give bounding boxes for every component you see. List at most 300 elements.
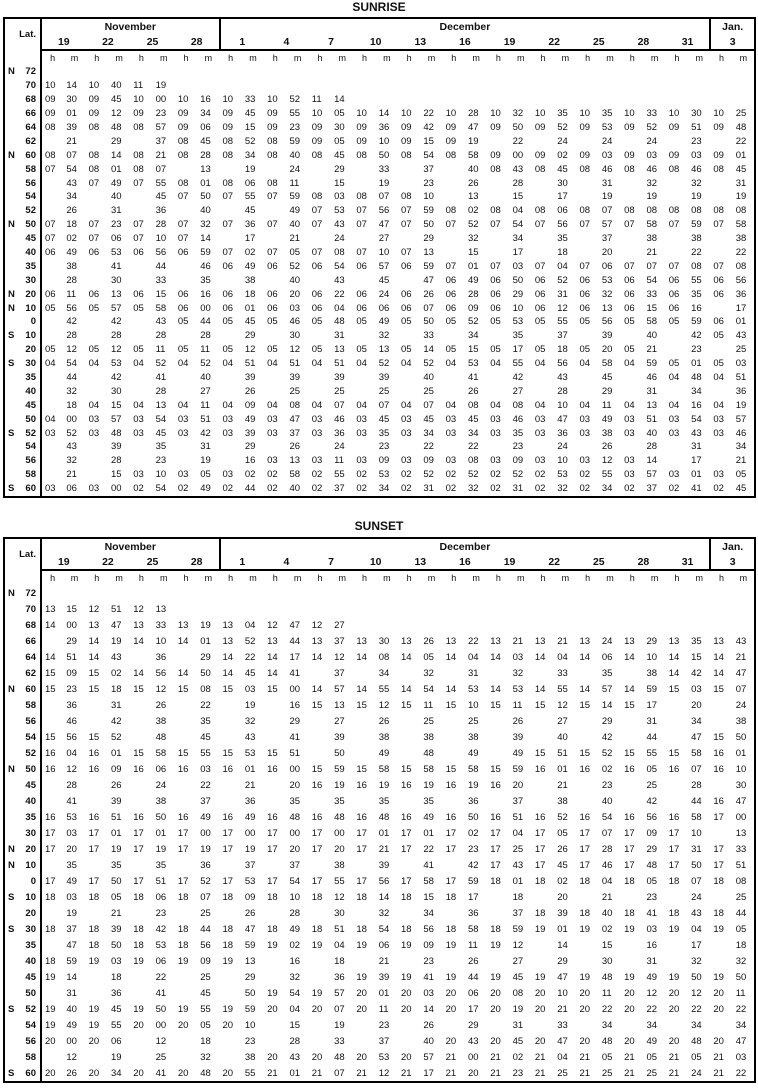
minutes-cell: 04 — [334, 302, 345, 314]
hours-cell — [710, 93, 732, 107]
minutes-cell: 46 — [601, 163, 613, 175]
latitude-cell — [4, 889, 41, 905]
hours-cell: 18 — [624, 875, 635, 887]
hours-cell: 08 — [668, 163, 680, 175]
minutes-cell: 55 — [155, 177, 167, 189]
minutes-cell: 03 — [646, 149, 658, 161]
hours-cell: 18 — [713, 875, 724, 887]
hours-cell: 08 — [133, 149, 144, 161]
minutes-cell: 54 — [155, 413, 167, 425]
minutes-cell: 49 — [646, 1035, 658, 1047]
hours-cell: 19 — [88, 1003, 100, 1015]
minutes-cell: 31 — [66, 987, 77, 999]
minutes-cell: 45 — [423, 413, 434, 425]
minutes-cell: 25 — [334, 385, 345, 397]
latitude-cell — [4, 259, 41, 273]
minutes-cell: 52 — [423, 469, 434, 481]
minutes-cell: 39 — [110, 923, 122, 935]
minutes-cell — [420, 601, 442, 617]
hours-cell: 14 — [222, 651, 234, 663]
minutes-cell: 35 — [155, 859, 167, 871]
hours-cell: 14 — [222, 667, 234, 679]
hours-label: h — [585, 53, 591, 63]
hours-cell — [175, 204, 197, 218]
hours-cell: 05 — [668, 358, 680, 370]
minutes-cell: 35 — [289, 795, 301, 807]
minutes-cell: 10 — [155, 469, 167, 481]
minutes-cell: 51 — [289, 747, 301, 759]
hemisphere-label: N — [8, 763, 15, 775]
minutes-cell: 50 — [200, 191, 211, 203]
minutes-cell: 01 — [378, 827, 390, 839]
hours-cell — [443, 793, 465, 809]
hours-cell: 03 — [267, 427, 278, 439]
table-row — [4, 482, 755, 497]
hours-cell: 18 — [133, 923, 144, 935]
hours-cell: 07 — [668, 260, 680, 272]
hours-cell: 08 — [177, 177, 189, 189]
hours-cell: 13 — [445, 635, 457, 647]
minutes-cell: 55 — [244, 1067, 256, 1079]
hours-cell — [621, 93, 643, 107]
latitude-cell — [4, 793, 41, 809]
minutes-cell: 17 — [735, 302, 747, 314]
hours-cell: 06 — [356, 288, 367, 300]
hours-label: h — [629, 573, 635, 583]
hours-cell: 05 — [267, 316, 278, 328]
minutes-cell: 04 — [467, 651, 479, 663]
hours-cell — [175, 162, 197, 176]
hours-cell: 07 — [445, 219, 457, 231]
hours-cell: 04 — [624, 358, 635, 370]
minutes-cell: 33 — [378, 163, 390, 175]
minutes-cell: 28 — [601, 843, 613, 855]
minutes-cell: 37 — [244, 859, 256, 871]
minutes-cell: 40 — [289, 274, 301, 286]
latitude-cell — [4, 301, 41, 315]
hours-cell: 05 — [624, 316, 635, 328]
hours-cell: 17 — [401, 827, 412, 839]
hours-cell: 07 — [133, 219, 144, 231]
minutes-cell: 49 — [244, 413, 256, 425]
hours-cell — [264, 857, 286, 873]
minutes-cell: 22 — [155, 971, 167, 983]
minutes-cell — [286, 65, 308, 79]
hours-cell — [532, 246, 554, 260]
minutes-cell: 13 — [646, 399, 658, 411]
hours-cell: 19 — [45, 1019, 56, 1031]
latitude-value: 30 — [25, 923, 36, 935]
minutes-cell: 24 — [601, 635, 613, 647]
hours-cell: 03 — [579, 455, 591, 467]
hours-cell: 14 — [177, 667, 189, 679]
minutes-cell: 21 — [557, 1003, 568, 1015]
minutes-cell: 19 — [244, 163, 256, 175]
hours-cell — [398, 1033, 420, 1049]
hours-cell — [41, 857, 63, 873]
hours-cell — [443, 713, 465, 729]
minutes-cell: 05 — [601, 1051, 613, 1063]
hours-cell: 05 — [445, 316, 457, 328]
hours-cell: 16 — [579, 811, 591, 823]
hours-cell — [710, 697, 732, 713]
minutes-cell: 43 — [244, 731, 256, 743]
hours-cell: 03 — [579, 413, 591, 425]
minutes-cell: 00 — [110, 483, 122, 495]
minutes-cell: 38 — [423, 731, 434, 743]
minutes-cell: 26 — [601, 441, 613, 453]
minutes-cell — [510, 585, 532, 601]
minutes-label: m — [561, 53, 570, 63]
hours-cell — [487, 601, 509, 617]
minutes-cell: 00 — [512, 149, 524, 161]
minutes-cell: 21 — [289, 233, 301, 245]
minutes-cell: 08 — [289, 399, 301, 411]
hours-cell: 18 — [311, 891, 323, 903]
hours-cell — [309, 857, 331, 873]
hours-cell — [710, 343, 732, 357]
minutes-cell — [376, 585, 398, 601]
hours-cell — [309, 601, 331, 617]
hours-cell: 13 — [624, 635, 635, 647]
minutes-cell: 31 — [467, 667, 479, 679]
minutes-cell: 34 — [691, 385, 702, 397]
hours-cell — [443, 93, 465, 107]
minutes-cell — [733, 585, 755, 601]
hours-cell: 04 — [490, 399, 501, 411]
hours-cell — [41, 259, 63, 273]
minutes-cell: 03 — [289, 302, 301, 314]
minutes-cell: 00 — [200, 302, 211, 314]
hours-cell: 17 — [490, 859, 501, 871]
hours-cell — [710, 440, 732, 454]
minutes-cell: 14 — [334, 94, 345, 106]
latitude-value: 20 — [25, 344, 36, 356]
hours-cell: 18 — [133, 891, 144, 903]
hours-cell — [487, 889, 509, 905]
hours-label: h — [674, 573, 680, 583]
hours-cell — [86, 259, 108, 273]
minutes-cell: 14 — [423, 1003, 434, 1015]
minutes-cell: 12 — [244, 344, 256, 356]
hours-cell: 03 — [311, 455, 323, 467]
hours-cell: 04 — [401, 358, 412, 370]
minutes-cell: 55 — [334, 469, 345, 481]
hours-cell: 09 — [88, 94, 100, 106]
minutes-cell: 15 — [512, 191, 524, 203]
minutes-cell: 01 — [244, 302, 256, 314]
minutes-cell: 01 — [735, 316, 747, 328]
month-header-row — [4, 538, 755, 554]
hours-cell — [577, 937, 599, 953]
minutes-cell: 43 — [512, 163, 524, 175]
hours-cell: 05 — [534, 344, 546, 356]
minutes-cell: 27 — [512, 385, 524, 397]
hours-cell: 15 — [668, 747, 680, 759]
minutes-cell: 51 — [200, 413, 211, 425]
minutes-cell: 27 — [378, 233, 390, 245]
minutes-cell: 10 — [557, 455, 568, 467]
minutes-cell: 45 — [557, 859, 568, 871]
latitude-cell — [4, 601, 41, 617]
hours-cell — [621, 953, 643, 969]
hours-cell: 03 — [534, 427, 546, 439]
hours-cell: 18 — [177, 891, 189, 903]
minutes-cell: 57 — [601, 683, 613, 695]
date-header: 10 — [353, 554, 398, 570]
minutes-cell — [554, 79, 576, 93]
hours-cell: 03 — [311, 427, 323, 439]
minutes-cell: 28 — [155, 330, 167, 342]
hours-cell — [220, 697, 242, 713]
minutes-cell: 22 — [334, 288, 345, 300]
minutes-cell: 06 — [378, 302, 390, 314]
hours-cell: 18 — [401, 923, 412, 935]
hours-cell: 20 — [401, 1051, 412, 1063]
minutes-cell: 04 — [512, 205, 524, 217]
latitude-cell — [4, 697, 41, 713]
minutes-cell — [108, 585, 130, 601]
minutes-cell: 27 — [512, 955, 524, 967]
hours-cell: 18 — [45, 955, 56, 967]
minutes-cell: 53 — [334, 205, 345, 217]
hours-cell — [175, 329, 197, 343]
minutes-cell: 34 — [110, 1067, 122, 1079]
minutes-cell: 12 — [110, 344, 122, 356]
minutes-cell: 40 — [289, 149, 301, 161]
minutes-cell: 52 — [289, 94, 301, 106]
minutes-cell: 37 — [334, 635, 345, 647]
hours-cell — [398, 857, 420, 873]
minutes-cell: 17 — [512, 247, 524, 259]
hours-cell: 03 — [713, 469, 724, 481]
minutes-cell: 38 — [646, 233, 658, 245]
hours-cell: 14 — [267, 667, 278, 679]
latitude-cell — [4, 204, 41, 218]
hours-cell: 16 — [177, 763, 189, 775]
minutes-cell: 20 — [467, 1067, 479, 1079]
minutes-cell: 08 — [735, 875, 747, 887]
hours-cell: 17 — [668, 827, 680, 839]
minutes-cell: 15 — [110, 399, 122, 411]
minutes-cell: 37 — [66, 923, 77, 935]
hemisphere-label: N — [8, 288, 15, 300]
minutes-cell: 01 — [200, 635, 211, 647]
minutes-cell: 23 — [155, 907, 167, 919]
minutes-cell: 28 — [467, 108, 479, 120]
minutes-cell: 03 — [601, 149, 613, 161]
minutes-cell: 06 — [110, 233, 122, 245]
minutes-cell: 52 — [66, 427, 77, 439]
minutes-cell — [733, 93, 755, 107]
latitude-cell — [4, 649, 41, 665]
minutes-cell: 25 — [378, 385, 390, 397]
minutes-cell: 35 — [66, 859, 77, 871]
table-row — [4, 889, 755, 905]
minutes-cell: 28 — [155, 219, 167, 231]
hours-cell: 12 — [267, 619, 278, 631]
hours-cell: 13 — [490, 635, 501, 647]
hours-cell — [666, 713, 688, 729]
minutes-cell: 22 — [735, 1067, 747, 1079]
hours-cell: 08 — [311, 191, 323, 203]
minutes-label: m — [338, 573, 346, 583]
hours-cell: 09 — [356, 135, 367, 147]
hours-cell: 18 — [88, 939, 100, 951]
hours-cell — [666, 232, 688, 246]
hours-cell — [220, 65, 242, 79]
hours-cell: 16 — [45, 763, 56, 775]
minutes-cell: 20 — [601, 247, 613, 259]
hours-cell: 19 — [88, 1019, 100, 1031]
latitude-value: 30 — [25, 274, 36, 286]
hours-cell: 18 — [401, 891, 412, 903]
minutes-cell: 36 — [244, 219, 256, 231]
minutes-cell: 35 — [110, 859, 122, 871]
hours-cell: 09 — [534, 122, 546, 133]
hours-cell: 09 — [401, 135, 412, 147]
minutes-label: m — [115, 53, 123, 63]
minutes-cell: 50 — [467, 811, 479, 823]
minutes-cell: 59 — [289, 135, 301, 147]
minutes-cell: 12 — [691, 987, 702, 999]
hours-cell: 20 — [713, 1035, 724, 1047]
minutes-cell: 49 — [200, 811, 211, 823]
minutes-cell: 42 — [601, 731, 613, 743]
hours-cell: 04 — [133, 399, 144, 411]
hours-cell: 08 — [133, 122, 144, 133]
minutes-cell: 04 — [601, 875, 613, 887]
hours-label: h — [495, 53, 501, 63]
minutes-cell: 31 — [691, 843, 702, 855]
hours-cell: 07 — [133, 233, 144, 245]
minutes-cell: 14 — [66, 971, 77, 983]
sunrise-table — [3, 17, 756, 498]
minutes-cell: 00 — [200, 827, 211, 839]
minutes-cell: 09 — [244, 399, 256, 411]
hours-cell — [577, 793, 599, 809]
hours-cell: 13 — [311, 635, 323, 647]
hours-cell — [398, 273, 420, 287]
hours-cell: 06 — [133, 288, 144, 300]
table-row — [4, 426, 755, 440]
hours-label: h — [674, 53, 680, 63]
minutes-cell: 40 — [601, 795, 613, 807]
hours-cell: 04 — [45, 358, 56, 370]
hours-cell — [577, 329, 599, 343]
hours-cell — [309, 585, 331, 601]
hours-cell — [621, 79, 643, 93]
hours-cell — [309, 1033, 331, 1049]
minutes-cell: 13 — [289, 455, 301, 467]
minutes-cell: 25 — [735, 344, 747, 356]
hours-cell — [487, 232, 509, 246]
latitude-cell — [4, 665, 41, 681]
minutes-cell: 06 — [467, 987, 479, 999]
hours-cell: 03 — [668, 469, 680, 481]
minutes-cell — [599, 585, 621, 601]
hours-cell — [309, 440, 331, 454]
minutes-cell: 05 — [735, 469, 747, 481]
hours-cell: 19 — [401, 971, 412, 983]
hours-cell — [309, 371, 331, 385]
hours-cell — [487, 371, 509, 385]
minutes-cell: 45 — [110, 94, 122, 106]
minutes-cell: 49 — [423, 811, 434, 823]
minutes-cell: 34 — [601, 1019, 613, 1031]
latitude-value: 64 — [25, 651, 36, 663]
minutes-label: m — [383, 573, 391, 583]
hours-cell: 18 — [267, 891, 278, 903]
hours-label: h — [94, 53, 100, 63]
hours-cell — [130, 134, 152, 148]
table-row — [4, 246, 755, 260]
minutes-cell: 50 — [691, 971, 702, 983]
minutes-cell: 34 — [735, 1019, 747, 1031]
hours-cell: 19 — [490, 939, 501, 951]
minutes-cell: 44 — [66, 372, 77, 384]
latitude-value: 72 — [25, 66, 36, 78]
hours-cell — [41, 273, 63, 287]
hours-cell — [86, 384, 108, 398]
hours-cell: 19 — [445, 939, 457, 951]
date-header: 7 — [309, 554, 354, 570]
table-row — [4, 729, 755, 745]
hemisphere-label: S — [8, 1067, 15, 1079]
hours-cell — [577, 601, 599, 617]
hours-cell — [487, 713, 509, 729]
minutes-cell: 58 — [735, 219, 747, 231]
minutes-cell: 48 — [601, 1035, 613, 1047]
hours-cell — [577, 953, 599, 969]
minutes-cell: 39 — [378, 971, 390, 983]
hours-cell — [487, 665, 509, 681]
latitude-value: 54 — [25, 1019, 36, 1031]
latitude-cell — [4, 329, 41, 343]
hours-cell: 14 — [311, 683, 323, 695]
hours-cell: 08 — [445, 205, 457, 217]
hours-cell: 05 — [668, 316, 680, 328]
table-row — [4, 809, 755, 825]
hours-cell — [309, 905, 331, 921]
minutes-cell: 38 — [467, 731, 479, 743]
hours-cell — [130, 985, 152, 1001]
minutes-cell: 37 — [646, 483, 658, 495]
minutes-cell: 53 — [110, 247, 122, 259]
latitude-value: 45 — [25, 399, 36, 411]
hours-cell: 15 — [668, 683, 680, 695]
hours-cell: 21 — [490, 1051, 501, 1063]
hours-cell — [398, 953, 420, 969]
minutes-cell: 28 — [646, 441, 658, 453]
hours-cell: 18 — [45, 923, 56, 935]
minutes-cell: 41 — [691, 483, 702, 495]
hours-cell — [86, 777, 108, 793]
hours-cell — [86, 985, 108, 1001]
hours-cell: 16 — [534, 811, 546, 823]
hours-cell: 19 — [624, 971, 635, 983]
hours-cell — [532, 601, 554, 617]
hours-cell — [130, 384, 152, 398]
table-row — [4, 1049, 755, 1065]
minutes-cell: 52 — [110, 731, 122, 743]
hours-cell: 19 — [222, 955, 234, 967]
hours-cell — [41, 398, 63, 412]
hours-cell — [220, 1049, 242, 1065]
hours-cell: 07 — [45, 219, 56, 231]
hours-cell — [532, 585, 554, 601]
hours-cell: 02 — [133, 483, 144, 495]
